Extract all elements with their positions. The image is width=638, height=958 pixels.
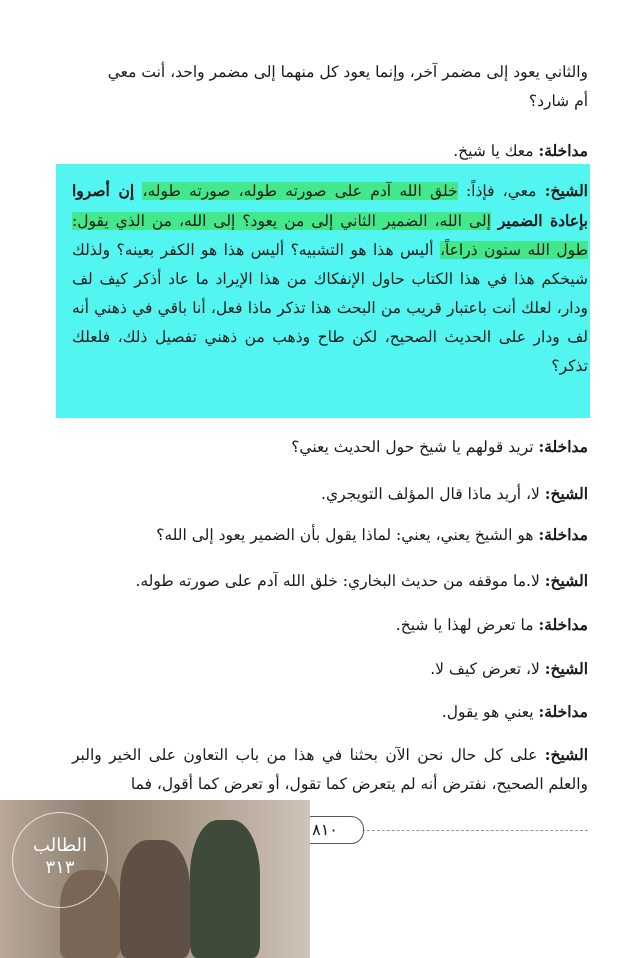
text-line: والثاني يعود إلى مضمر آخر، وإنما يعود كل منهما إلى مضمر واحد، أنت معي bbox=[107, 63, 588, 81]
dialogue-line bbox=[72, 520, 588, 550]
dialogue-line bbox=[72, 566, 588, 596]
speech-text: يعني هو يقول. bbox=[441, 703, 534, 721]
speaker-label: مداخلة: bbox=[538, 615, 588, 634]
dialogue-paragraph bbox=[72, 740, 588, 799]
speaker-label: الشيخ: bbox=[544, 181, 588, 200]
speech-text: لا، أريد ماذا قال المؤلف التويجري. bbox=[321, 485, 540, 503]
speech-text: أليس هذا هو التشبيه؟ أليس هذا هو الكفر بعينه؟ ولذلك شيخكم هذا في هذا الكتاب حاول الإنفكاك من هذا الإيراد ما عاد أذكر كيف لف ودار، لعلك أنت باعتبار قريب من البحث هذا تذكر ماذا فعل، أنا باقي في ذهني أنه لف ودار على الحديث الصحيح، لكن طاح وذهب من ذهني تفصيل ذلك، فلعلك تذكر؟ bbox=[72, 241, 588, 375]
page-number: ٨١٠ bbox=[286, 816, 364, 844]
speech-text-bold: إن أصروا بإعادة الضمير bbox=[72, 181, 588, 230]
speech-text: لا، تعرض كيف لا. bbox=[430, 660, 540, 678]
speaker-label: مداخلة: bbox=[538, 525, 588, 544]
highlighted-hadith: خلق الله آدم على صورته طوله، صورته طوله، bbox=[142, 182, 458, 200]
highlighted-question: إلى الله، الضمير الثاني إلى من يعود؟ إلى الله، من الذي يقول: طول الله ستون ذراعاً، bbox=[72, 212, 588, 259]
speech-text: معك يا شيخ. bbox=[453, 142, 534, 160]
dialogue-line bbox=[72, 432, 588, 462]
paragraph-continuation bbox=[72, 58, 588, 116]
dialogue-line bbox=[72, 479, 588, 509]
dialogue-line bbox=[72, 610, 588, 640]
logo-number: ٣١٣ bbox=[45, 857, 75, 878]
speaker-label: مداخلة: bbox=[538, 702, 588, 721]
footer-rule bbox=[362, 830, 588, 831]
speaker-label: الشيخ: bbox=[544, 571, 588, 590]
speech-text: هو الشيخ يعني، يعني: لماذا يقول بأن الضمير يعود إلى الله؟ bbox=[156, 526, 534, 544]
speaker-label: الشيخ: bbox=[544, 484, 588, 503]
speaker-label: مداخلة: bbox=[538, 437, 588, 456]
publisher-logo bbox=[12, 812, 108, 908]
logo-title: الطالب bbox=[33, 835, 87, 856]
speaker-label: الشيخ: bbox=[544, 659, 588, 678]
dialogue-line bbox=[72, 697, 588, 727]
speaker-label: الشيخ: bbox=[544, 745, 588, 764]
speech-text: تريد قولهم يا شيخ حول الحديث يعني؟ bbox=[291, 438, 534, 456]
speech-text: ما تعرض لهذا يا شيخ. bbox=[395, 616, 534, 634]
speech-text: لا.ما موقفه من حديث البخاري: خلق الله آدم على صورته طوله. bbox=[135, 572, 540, 590]
speaker-label: مداخلة: bbox=[538, 141, 588, 160]
figure-shape bbox=[120, 840, 190, 958]
speech-text: على كل حال نحن الآن بحثنا في هذا من باب التعاون على الخير والبر والعلم الصحيح، نفترض أنه لم يتعرض كما تقول، أو تعرض كما أقول، فما bbox=[72, 746, 588, 793]
text-line: أم شارد؟ bbox=[528, 92, 588, 110]
dialogue-line bbox=[72, 136, 588, 166]
speech-text: معي، فإذاً: bbox=[465, 182, 537, 200]
dialogue-line bbox=[72, 654, 588, 684]
highlighted-paragraph bbox=[72, 176, 588, 381]
cover-photo bbox=[0, 800, 310, 958]
figure-shape bbox=[190, 820, 260, 958]
